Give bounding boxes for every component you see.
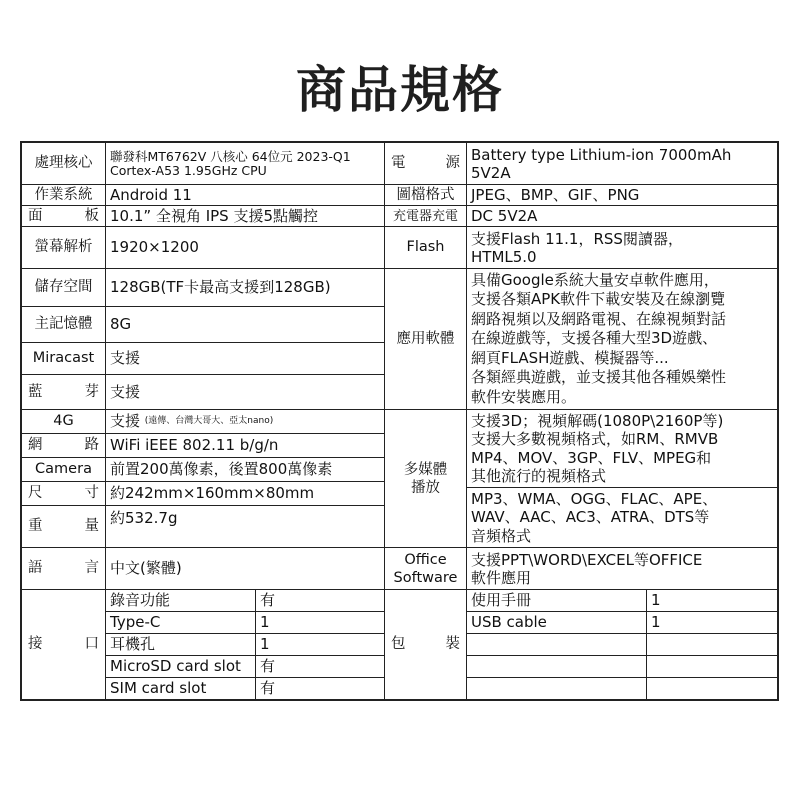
- apps-line: 網路視頻以及網路電視、在線視頻對話: [471, 309, 727, 328]
- bluetooth-label: [22, 375, 106, 410]
- cpu-label: 處理核心: [22, 143, 106, 185]
- bluetooth-value: 支援: [106, 375, 385, 410]
- interface-row: MicroSD card slot: [106, 656, 256, 678]
- package-label-b: 裝: [445, 636, 460, 652]
- image-format-value: JPEG、BMP、GIF、PNG: [467, 185, 777, 206]
- flash-line-1: 支援Flash 11.1，RSS閱讀器，: [471, 229, 683, 248]
- cpu-value: [106, 143, 385, 185]
- apps-line: 支援各類APK軟件下載安裝及在線瀏覽: [471, 290, 726, 309]
- cpu-line-2: Cortex-A53 1.95GHz CPU: [110, 162, 267, 178]
- language-label-a: 語: [28, 560, 43, 576]
- media-audio-line: WAV、AAC、AC3、ATRA、DTS等: [471, 508, 710, 527]
- interface-row-value: 有: [256, 590, 385, 612]
- media-video: [467, 410, 777, 488]
- storage-value: 128GB(TF卡最高支援到128GB): [106, 269, 385, 307]
- camera-value: 前置200萬像素，後置800萬像素: [106, 458, 385, 482]
- office-value: [467, 548, 777, 590]
- media-audio-line: MP3、WMA、OGG、FLAC、APE、: [471, 489, 718, 508]
- interface-row: 耳機孔: [106, 634, 256, 656]
- office-line-2: 軟件應用: [471, 568, 532, 587]
- weight-value: 約532.7g: [106, 506, 385, 548]
- package-row-empty-value: [647, 656, 777, 678]
- apps-line: 網頁FLASH遊戲、模擬器等...: [471, 348, 669, 367]
- memory-label: 主記憶體: [22, 307, 106, 343]
- weight-label-a: 重: [28, 518, 43, 534]
- power-label-a: 電: [391, 155, 406, 171]
- panel-value: 10.1” 全視角 IPS 支援5點觸控: [106, 206, 385, 227]
- media-video-line: 支援3D；視頻解碼(1080P\2160P等): [471, 411, 724, 430]
- weight-label: [22, 506, 106, 548]
- media-audio: [467, 488, 777, 548]
- miracast-value: 支援: [106, 343, 385, 375]
- spec-table: [20, 141, 779, 701]
- language-label-b: 言: [84, 560, 99, 576]
- bluetooth-label-b: 芽: [84, 383, 99, 400]
- flash-value: [467, 227, 777, 269]
- interface-row-value: 有: [256, 656, 385, 678]
- package-row-empty: [467, 678, 647, 699]
- weight-label-b: 量: [84, 518, 99, 534]
- package-row-empty-value: [647, 634, 777, 656]
- interface-label: [22, 590, 106, 699]
- panel-label-b: 板: [84, 207, 99, 224]
- media-label: [385, 410, 467, 548]
- package-row-value: 1: [647, 612, 777, 634]
- power-line-1: Battery type Lithium-ion 7000mAh: [471, 145, 732, 164]
- package-row: 使用手冊: [467, 590, 647, 612]
- office-label: [385, 548, 467, 590]
- package-row-empty-value: [647, 678, 777, 699]
- lte-value-text: 支援: [110, 412, 141, 430]
- office-line-1: 支援PPT\WORD\EXCEL等OFFICE: [471, 550, 703, 569]
- interface-label-a: 接: [28, 636, 43, 652]
- power-label: [385, 143, 467, 185]
- office-label-a: Office: [404, 551, 447, 568]
- interface-label-b: 口: [84, 636, 99, 652]
- media-label-a: 多媒體: [403, 461, 448, 478]
- interface-row: 錄音功能: [106, 590, 256, 612]
- apps-label: 應用軟體: [385, 269, 467, 410]
- interface-row-value: 有: [256, 678, 385, 699]
- media-video-line: MP4、MOV、3GP、FLV、MPEG和: [471, 448, 712, 467]
- lte-label: 4G: [22, 410, 106, 434]
- panel-label: [22, 206, 106, 227]
- os-value: Android 11: [106, 185, 385, 206]
- language-value: 中文(繁體): [106, 548, 385, 590]
- package-row-empty: [467, 656, 647, 678]
- package-row-value: 1: [647, 590, 777, 612]
- storage-label: 儲存空間: [22, 269, 106, 307]
- media-video-line: 其他流行的視頻格式: [471, 467, 607, 485]
- lte-value: [106, 410, 385, 434]
- interface-row-value: 1: [256, 634, 385, 656]
- media-label-b: 播放: [411, 479, 440, 496]
- page-title: 商品規格: [296, 61, 504, 119]
- bluetooth-label-a: 藍: [28, 383, 43, 400]
- charger-value: DC 5V2A: [467, 206, 777, 227]
- camera-label: Camera: [22, 458, 106, 482]
- power-value: [467, 143, 777, 185]
- package-label-a: 包: [391, 636, 406, 652]
- media-audio-line: 音頻格式: [471, 526, 532, 545]
- size-label-a: 尺: [28, 485, 43, 501]
- interface-row: SIM card slot: [106, 678, 256, 699]
- network-value: WiFi iEEE 802.11 b/g/n: [106, 434, 385, 458]
- charger-label: 充電器充電: [385, 206, 467, 227]
- interface-row-value: 1: [256, 612, 385, 634]
- network-label-a: 網: [28, 437, 43, 453]
- apps-line: 各類經典遊戲，並支援其他各種娛樂性: [471, 368, 727, 387]
- size-label-b: 寸: [84, 485, 99, 501]
- package-row-empty: [467, 634, 647, 656]
- flash-label: Flash: [385, 227, 467, 269]
- network-label-b: 路: [84, 437, 99, 453]
- size-value: 約242mm×160mm×80mm: [106, 482, 385, 506]
- os-label: 作業系統: [22, 185, 106, 206]
- size-label: [22, 482, 106, 506]
- apps-line: 在線遊戲等，支援各種大型3D遊戲、: [471, 329, 718, 348]
- flash-line-2: HTML5.0: [471, 247, 537, 266]
- image-format-label: 圖檔格式: [385, 185, 467, 206]
- lte-note: (遠傳、台灣大哥大、亞太nano): [144, 416, 274, 426]
- apps-line: 軟件安裝應用。: [471, 387, 577, 406]
- network-label: [22, 434, 106, 458]
- resolution-label: 螢幕解析: [22, 227, 106, 269]
- miracast-label: Miracast: [22, 343, 106, 375]
- package-row: USB cable: [467, 612, 647, 634]
- apps-value: [467, 269, 777, 410]
- power-label-b: 源: [445, 155, 460, 171]
- media-video-line: 支援大多數視頻格式，如RM、RMVB: [471, 430, 719, 448]
- interface-row: Type-C: [106, 612, 256, 634]
- memory-value: 8G: [106, 307, 385, 343]
- package-label: [385, 590, 467, 699]
- language-label: [22, 548, 106, 590]
- apps-line: 具備Google系統大量安卓軟件應用，: [471, 270, 719, 289]
- resolution-value: 1920×1200: [106, 227, 385, 269]
- panel-label-a: 面: [28, 207, 43, 224]
- office-label-b: Software: [393, 569, 458, 586]
- power-line-2: 5V2A: [471, 163, 511, 182]
- cpu-line-1: 聯發科MT6762V 八核心 64位元 2023-Q1: [110, 148, 351, 164]
